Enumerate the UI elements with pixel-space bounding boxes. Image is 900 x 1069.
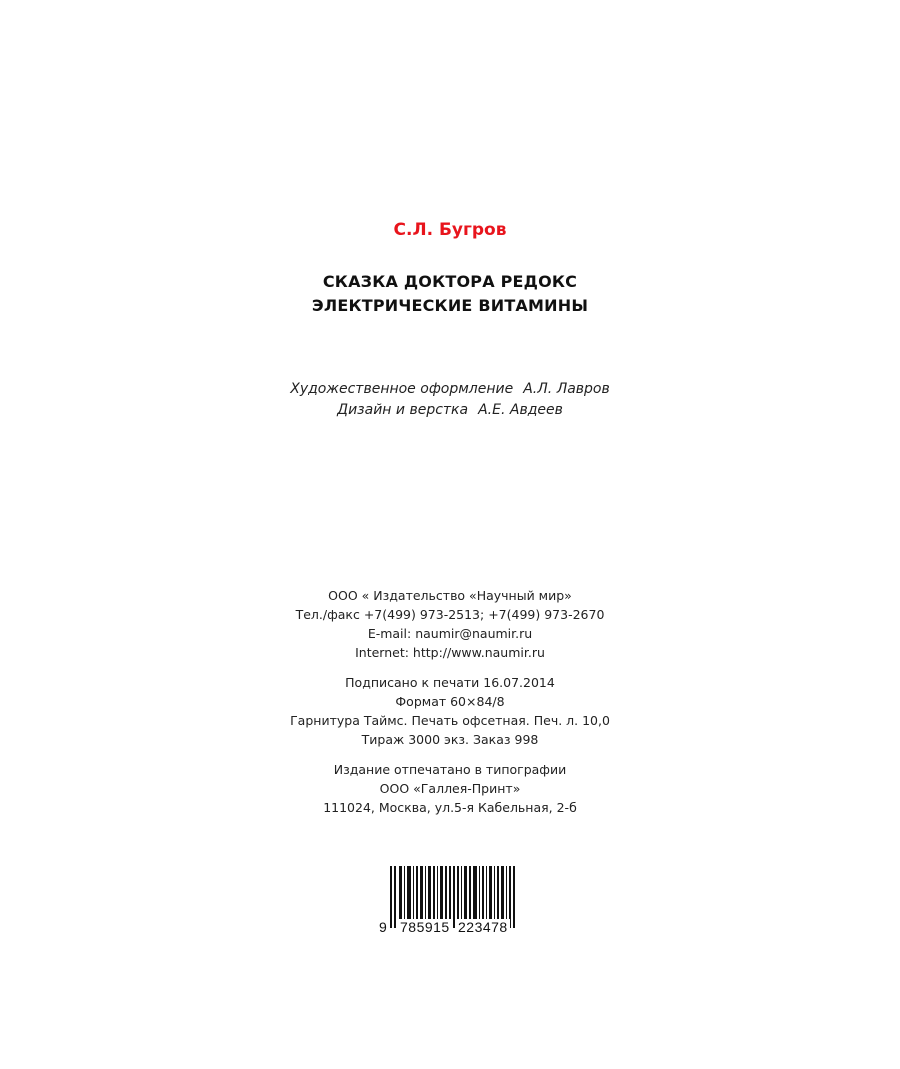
publisher-info <box>0 586 900 662</box>
publisher-phone: Тел./факс +7(499) 973-2513; +7(499) 973-2670 <box>295 607 605 622</box>
credit-role: Художественное оформление <box>290 381 514 397</box>
title-line-1: СКАЗКА ДОКТОРА РЕДОКС <box>322 272 578 291</box>
print-info <box>0 673 900 749</box>
barcode-right-group: 223478 <box>458 919 508 935</box>
credit-role: Дизайн и верстка <box>337 402 469 418</box>
print-run: Тираж 3000 экз. Заказ 998 <box>361 732 539 747</box>
isbn-barcode <box>378 866 526 938</box>
publisher-name: ООО « Издательство «Научный мир» <box>328 588 572 603</box>
printer-name: ООО «Галлея-Принт» <box>379 781 521 796</box>
signed-date: Подписано к печати 16.07.2014 <box>345 675 555 690</box>
publisher-email: E-mail: naumir@naumir.ru <box>367 626 533 641</box>
printer-line-1: Издание отпечатано в типографии <box>333 762 567 777</box>
title-line-2: ЭЛЕКТРИЧЕСКИЕ ВИТАМИНЫ <box>311 296 589 315</box>
publisher-website: Internet: http://www.naumir.ru <box>355 645 545 660</box>
book-title <box>0 270 900 318</box>
credit-art <box>0 379 900 400</box>
barcode-left-group: 785915 <box>400 919 450 935</box>
credit-person: А.Л. Лавров <box>523 381 610 397</box>
printer-info <box>0 760 900 817</box>
paper-format: Формат 60×84/8 <box>395 694 505 709</box>
author-name: С.Л. Бугров <box>393 220 507 240</box>
printer-address: 111024, Москва, ул.5-я Кабельная, 2-б <box>323 800 577 815</box>
barcode-digits <box>378 916 526 936</box>
credit-person: А.Е. Авдеев <box>478 402 563 418</box>
credit-design <box>0 400 900 421</box>
barcode-first-digit: 9 <box>379 919 387 935</box>
typeface-info: Гарнитура Таймс. Печать офсетная. Печ. л. 10,0 <box>290 713 610 728</box>
credits <box>0 379 900 421</box>
